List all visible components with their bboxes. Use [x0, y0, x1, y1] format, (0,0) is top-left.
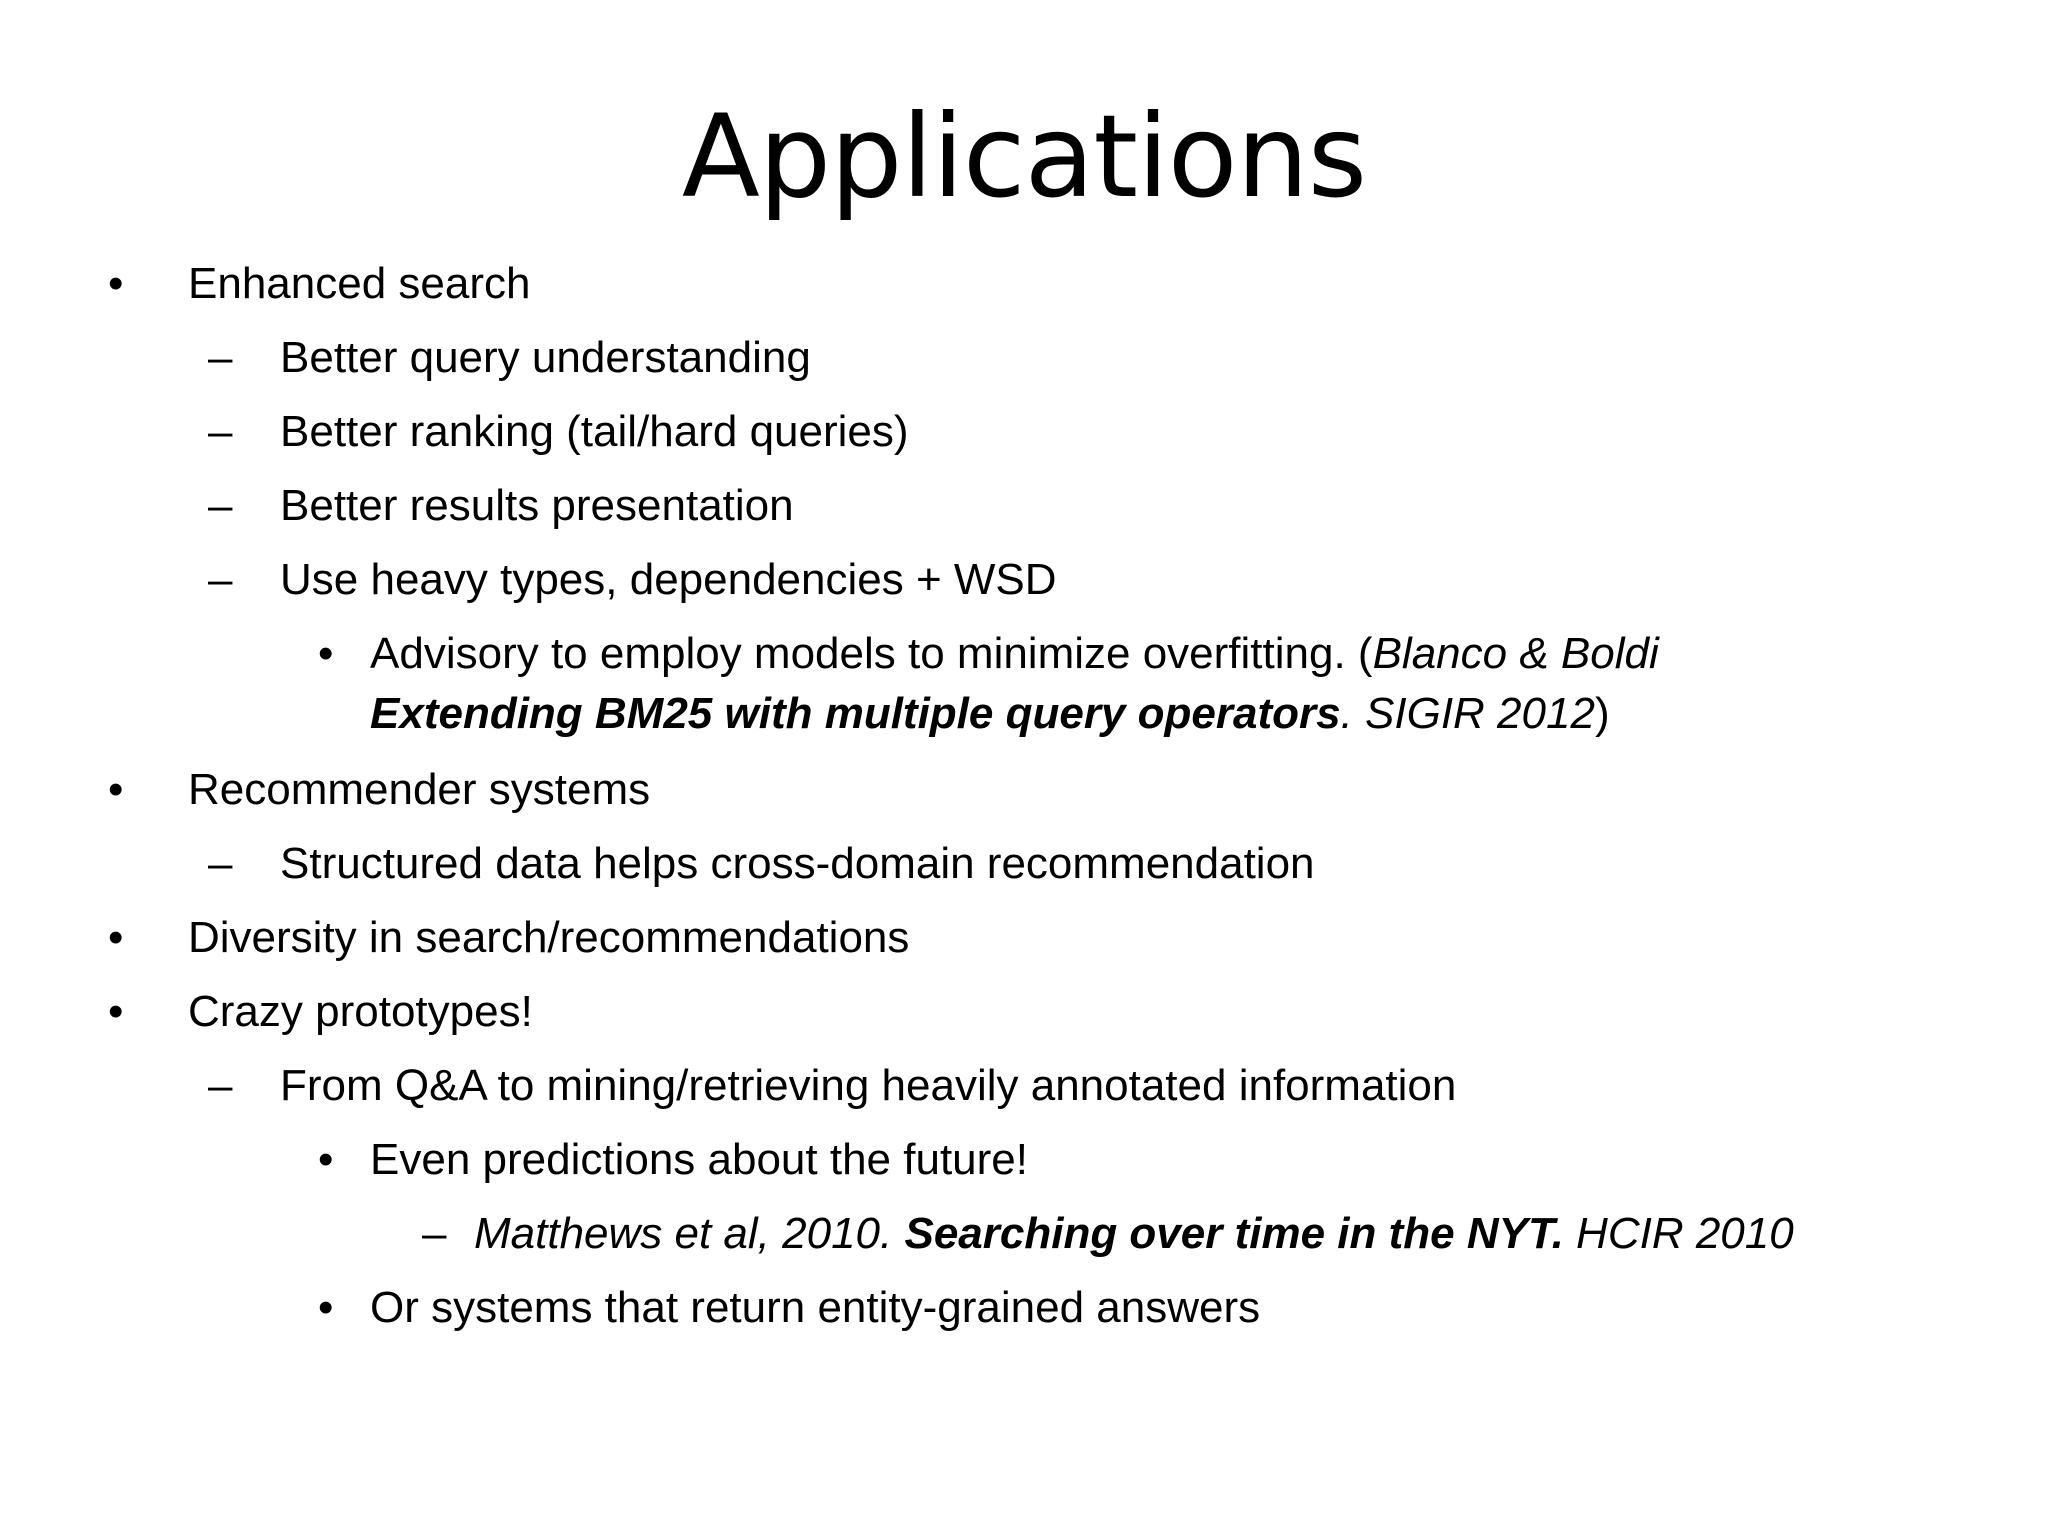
dash-marker: –	[208, 1061, 233, 1110]
dash-marker: –	[208, 555, 233, 604]
bullet-text: Enhanced search	[188, 259, 531, 308]
sub-item-text: Better results presentation	[280, 481, 794, 530]
dash-marker: –	[208, 407, 233, 456]
reference-authors: Matthews et al, 2010.	[474, 1209, 905, 1258]
bullet-text: Recommender systems	[188, 765, 651, 814]
bullet-marker: •	[108, 765, 124, 814]
bullet-marker: •	[318, 1135, 334, 1184]
dash-marker: –	[208, 333, 233, 382]
reference-venue: HCIR 2010	[1563, 1209, 1794, 1258]
sub-sub-item-text: Or systems that return entity-grained answers	[370, 1283, 1261, 1332]
sub-item-text: From Q&A to mining/retrieving heavily annotated information	[280, 1061, 1457, 1110]
dash-marker: –	[422, 1209, 447, 1258]
bullet-marker: •	[108, 259, 124, 308]
bullet-text: Diversity in search/recommendations	[188, 913, 910, 962]
reference-text	[474, 1206, 1794, 1262]
bullet-marker: •	[318, 629, 334, 678]
sub-item-text: Use heavy types, dependencies + WSD	[280, 555, 1057, 604]
advisory-text: Advisory to employ models to minimize overfitting. (	[370, 629, 1373, 678]
citation-paper-title: Extending BM25 with multiple query operators	[370, 689, 1341, 738]
bullet-marker: •	[108, 987, 124, 1036]
citation-venue: . SIGIR 2012	[1340, 689, 1595, 738]
reference-paper-title: Searching over time in the NYT.	[904, 1209, 1564, 1258]
sub-sub-item-text: Even predictions about the future!	[370, 1135, 1028, 1184]
citation-close: )	[1594, 689, 1610, 738]
sub-item-text: Structured data helps cross-domain recommendation	[280, 839, 1315, 888]
bullet-text: Crazy prototypes!	[188, 987, 533, 1036]
citation-text	[370, 626, 1659, 682]
bullet-marker: •	[318, 1283, 334, 1332]
bullet-marker: •	[108, 913, 124, 962]
dash-marker: –	[208, 481, 233, 530]
citation-authors: Blanco & Boldi	[1372, 629, 1659, 678]
sub-item-text: Better ranking (tail/hard queries)	[280, 407, 909, 456]
slide-title: Applications	[681, 90, 1367, 223]
dash-marker: –	[208, 839, 233, 888]
sub-item-text: Better query understanding	[280, 333, 811, 382]
